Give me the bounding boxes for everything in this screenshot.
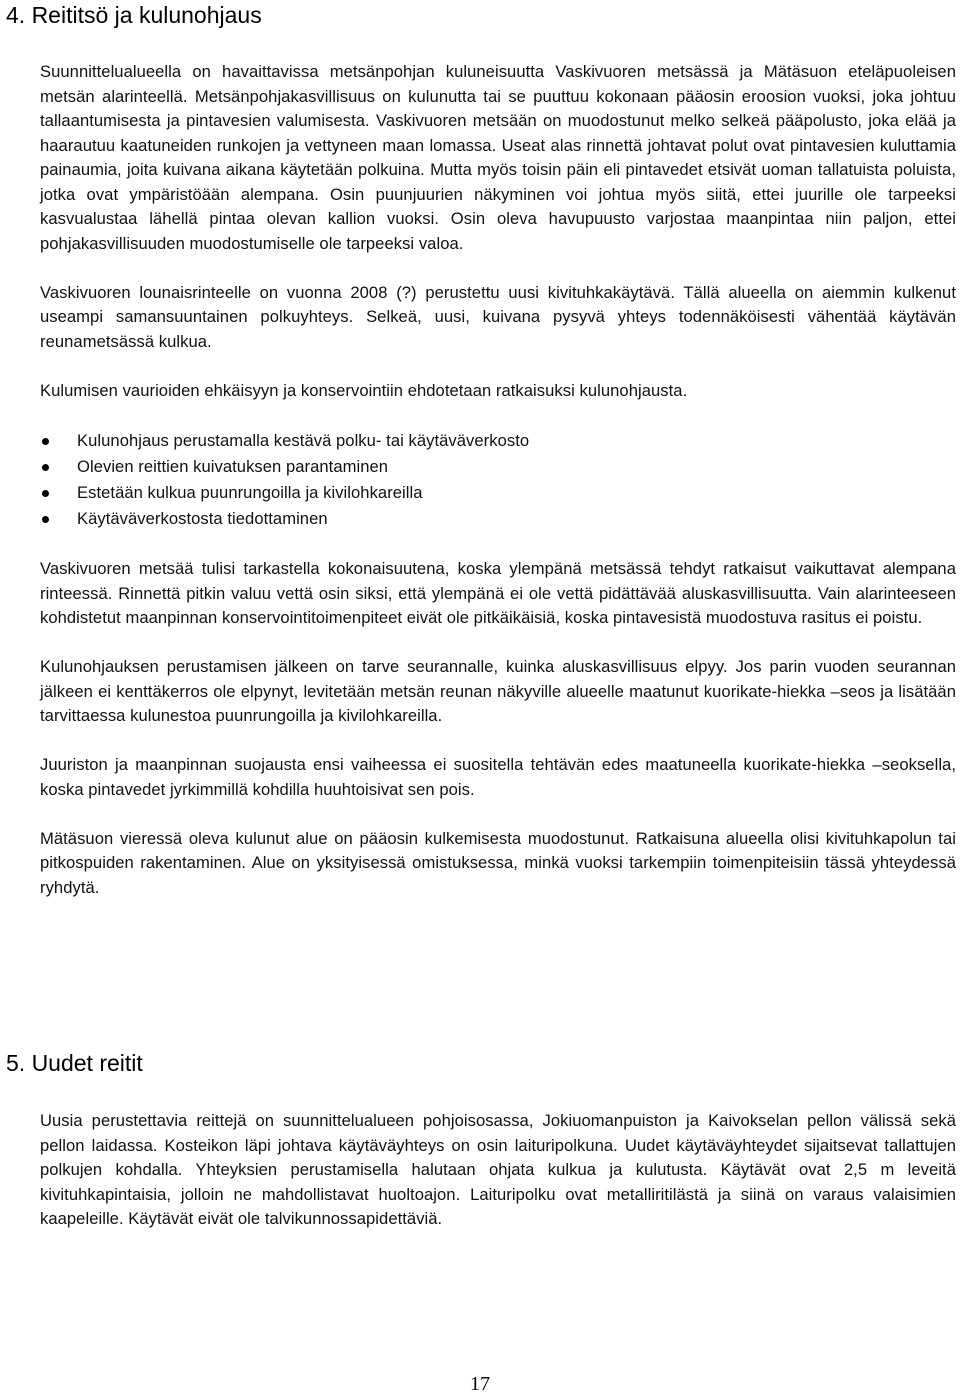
bullet-icon	[42, 516, 49, 523]
paragraph: Uusia perustettavia reittejä on suunnittelualueen pohjoisosassa, Jokiuomanpuiston ja Kaivokselan pellon välissä sekä pellon laidassa. Kosteikon läpi johtava käytäväyhteys on osin laituripolkuna. Uudet käytäväyhteydet sijaitsevat tallattujen polkujen kohdalla. Yhteyksien perustamisella halutaan ohjata kulkua ja kulutusta. Käytävät ovat 2,5 m leveitä kivituhkapintaisia, jolloin ne mahdollistavat huoltoajon. Laituripolku ovat metalliritilästä ja siinä on varaus valaisimien kaapeleille. Käytävät eivät ole talvikunnossapidettäviä.	[40, 1111, 956, 1228]
section-4-body	[40, 60, 956, 900]
paragraph: Juuriston ja maanpinnan suojausta ensi vaiheessa ei suositella tehtävän edes maatuneella kuorikate-hiekka –seoksella, koska pintavedet jyrkimmillä kohdilla huuhtoisivat sen pois.	[40, 755, 956, 799]
bullet-icon	[42, 464, 49, 471]
paragraph: Kulunohjauksen perustamisen jälkeen on tarve seurannalle, kuinka aluskasvillisuus elpyy. Jos parin vuoden seurannan jälkeen ei kenttäkerros ole elpynyt, levitetään metsän reunan näkyville alueelle maatunut kuorikate-hiekka –seos ja lisätään tarvittaessa kulunestoa puunrungoilla ja kivilohkareilla.	[40, 657, 956, 726]
section-5-heading: 5. Uudet reitit	[6, 1050, 143, 1076]
bullet-icon	[42, 438, 49, 445]
list-item-text: Estetään kulkua puunrungoilla ja kivilohkareilla	[77, 483, 423, 503]
list-item	[40, 454, 956, 480]
paragraph: Suunnittelualueella on havaittavissa metsänpohjan kuluneisuutta Vaskivuoren metsässä ja Mätäsuon eteläpuoleisen metsän alarinteellä. Metsänpohjakasvillisuus on kulunutta tai se puuttuu kokonaan pääosin eroosion vuoksi, joka johtuu tallaantumisesta ja pintavesien valumisesta. Vaskivuoren metsään on muodostunut melko selkeä pääpolusto, joka elää ja haarautuu kaatuneiden runkojen ja vettyneen maan lomassa. Useat alas rinnettä johtavat polut ovat pintavesien kuluttamia painaumia, joita kuivana aikana käytetään polkuina. Mutta myös toisin päin eli pintavedet etsivät uoman tallatuista poluista, jotka ovat ympäristöään alempana. Osin puunjuurien näkyminen voi johtua myös siitä, ettei juurille ole tarpeeksi kasvualustaa lähellä pintaa olevan kallion vuoksi. Osin oleva havupuusto varjostaa maanpintaa niin paljon, ettei pohjakasvillisuuden muodostumiselle ole tarpeeksi valoa.	[40, 62, 956, 253]
list-item	[40, 480, 956, 506]
list-item-text: Kulunohjaus perustamalla kestävä polku- tai käytäväverkosto	[77, 430, 530, 450]
paragraph: Vaskivuoren metsää tulisi tarkastella kokonaisuutena, koska ylempänä metsässä tehdyt ratkaisut vaikuttavat alempana rinteessä. Rinnettä pitkin valuu vettä osin siksi, että ylempänä ei ole vettä pidättävää aluskasvillisuutta. Vain alarinteeseen kohdistetut maanpinnan konservointitoimenpiteet eivät ole pitkäikäisiä, koska pintavesistä muodostuva rasitus ei poistu.	[40, 559, 956, 628]
section-4-heading: 4. Reititsö ja kulunohjaus	[6, 2, 262, 28]
paragraph: Mätäsuon vieressä oleva kulunut alue on pääosin kulkemisesta muodostunut. Ratkaisuna alueella olisi kivituhkapolun tai pitkospuiden rakentaminen. Alue on yksityisessä omistuksessa, minkä vuoksi tarkempiin toimenpiteisiin tässä yhteydessä ryhdytä.	[40, 828, 956, 897]
list-item-text: Käytäväverkostosta tiedottaminen	[77, 509, 328, 529]
list-item	[40, 506, 956, 532]
bullet-icon	[42, 490, 49, 497]
paragraph: Kulumisen vaurioiden ehkäisyyn ja konservointiin ehdotetaan ratkaisuksi kulunohjausta.	[40, 380, 688, 400]
list-item-text: Olevien reittien kuivatuksen parantaminen	[77, 456, 389, 476]
page-number: 17	[470, 1373, 490, 1395]
section-5-body	[40, 1109, 956, 1232]
list-item	[40, 428, 956, 454]
bullet-list	[40, 428, 956, 533]
paragraph: Vaskivuoren lounaisrinteelle on vuonna 2008 (?) perustettu uusi kivituhkakäytävä. Tällä alueella on aiemmin kulkenut useampi samansuuntainen polkuyhteys. Selkeä, uusi, kuivana pysyvä yhteys todennäköisesti vähentää käytävän reunametsässä kulkua.	[40, 282, 956, 351]
